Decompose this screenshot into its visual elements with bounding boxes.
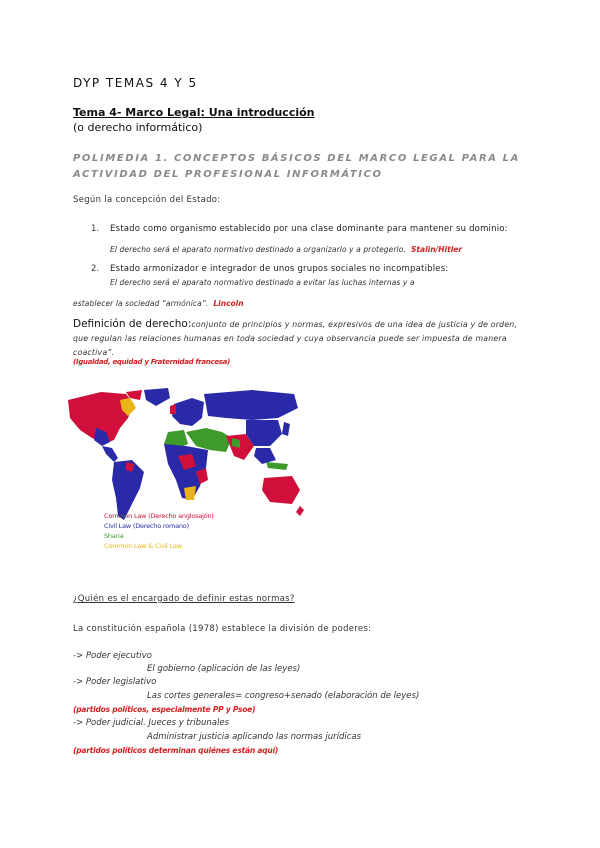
map-legend-civil-law: Civil Law (Derecho romano)	[104, 522, 189, 530]
definition-red-note: (Igualdad, equidad y Fraternidad francesa)	[73, 358, 230, 366]
map-legend-mixed: Common Law & Civil Law	[104, 542, 182, 550]
item-red-note: Stalin/Hitler	[411, 245, 463, 254]
item-note: El derecho será el aparato normativo destinado a organizarlo y a protegerlo.	[110, 245, 406, 254]
map-legend-common-law: Common Law (Derecho anglosajón)	[104, 512, 214, 520]
definition-label: Definición de derecho:	[73, 318, 192, 330]
item-note-cont: establecer la sociedad “armónica”.	[73, 299, 209, 308]
definition-paragraph	[73, 317, 533, 360]
constitution-text: La constitución española (1978) establece la división de poderes:	[73, 624, 372, 634]
power-judicial-red-note: (partidos políticos determinan quiénes están aquí)	[73, 746, 279, 755]
item-number: 1.	[91, 224, 100, 234]
power-legislative-desc: Las cortes generales= congreso+senado (elaboración de leyes)	[147, 691, 420, 701]
power-judicial: -> Poder judicial. Jueces y tribunales	[73, 718, 230, 728]
item-number: 2.	[91, 264, 100, 274]
section-heading: POLIMEDIA 1. CONCEPTOS BÁSICOS DEL MARCO LEGAL PARA LA ACTIVIDAD DEL PROFESIONAL INFORMÁTICO	[73, 153, 520, 180]
power-legislative-red-note: (partidos políticos, especialmente PP y Psoe)	[73, 705, 256, 714]
item-note-line	[73, 291, 244, 310]
power-executive: -> Poder ejecutivo	[73, 651, 152, 661]
item-red-note: Lincoln	[213, 299, 244, 308]
definition-text: conjunto de principios y normas, expresivos de una idea de justicia y de orden, que regulan las relaciones humanas en toda sociedad y cuya observancia puede ser impuesta de manera coactiva”.	[73, 320, 518, 357]
item-text: Estado armonizador e integrador de unos grupos sociales no incompatibles:	[110, 264, 449, 274]
intro-text: Según la concepción del Estado:	[73, 195, 221, 205]
power-legislative: -> Poder legislativo	[73, 677, 157, 687]
document-title: DYP TEMAS 4 Y 5	[73, 76, 198, 90]
power-executive-desc: El gobierno (aplicación de las leyes)	[147, 664, 301, 674]
topic-title: Tema 4- Marco Legal: Una introducción	[73, 106, 315, 119]
power-judicial-desc: Administrar justicia aplicando las normas jurídicas	[147, 732, 362, 742]
question-heading: ¿Quién es el encargado de definir estas normas?	[73, 594, 295, 604]
map-legend-sharia: Sharia	[104, 532, 124, 540]
topic-subtitle: (o derecho informático)	[73, 121, 203, 134]
item-note-line	[110, 237, 462, 256]
item-note: El derecho será el aparato normativo destinado a evitar las luchas internas y a	[110, 278, 415, 287]
item-text: Estado como organismo establecido por una clase dominante para mantener su dominio:	[110, 224, 508, 234]
